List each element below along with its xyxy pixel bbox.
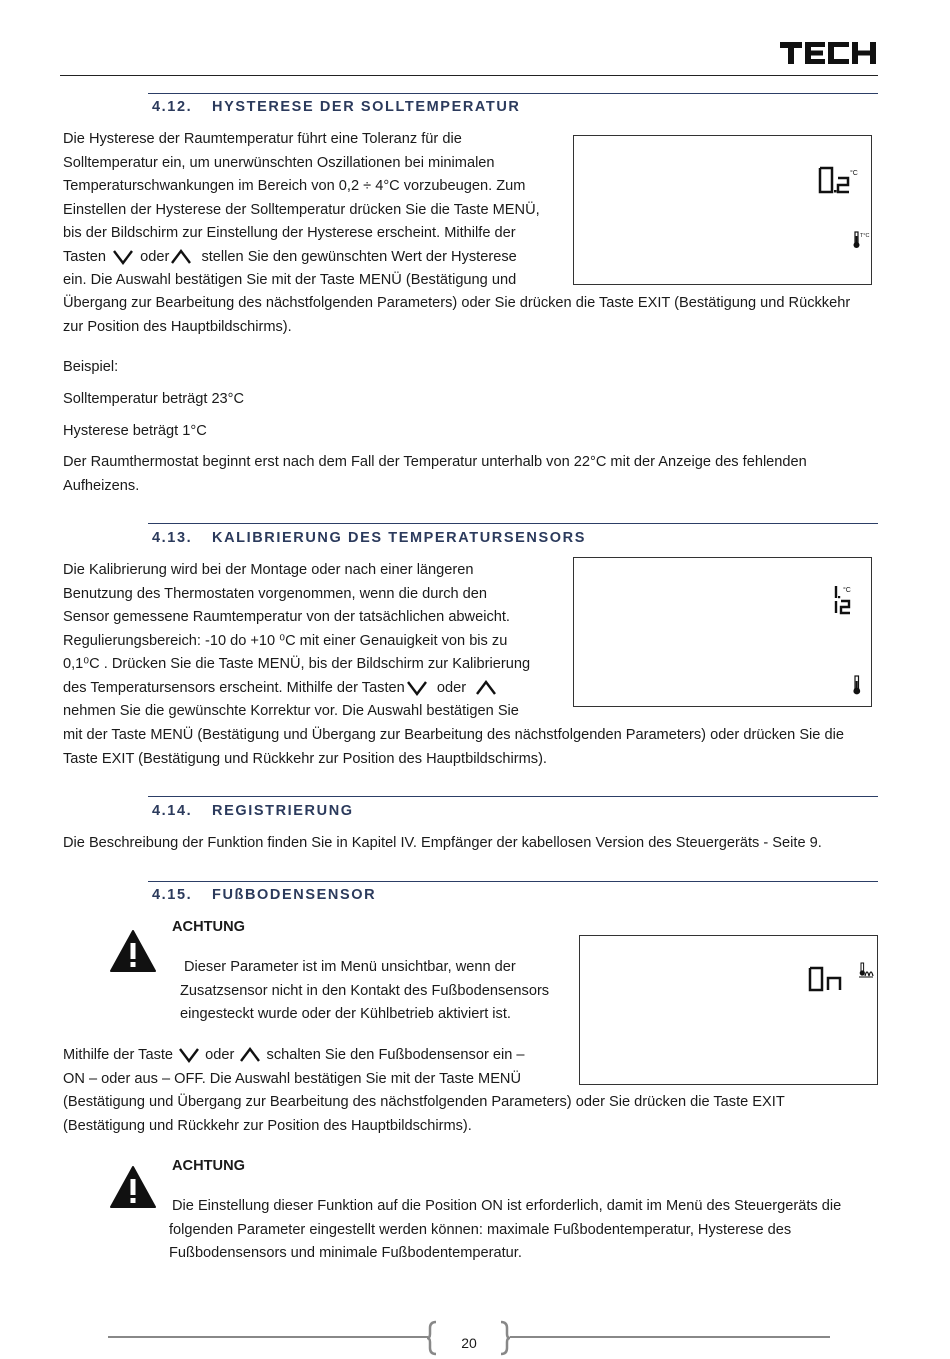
warning-icon — [109, 1165, 157, 1209]
section-rule — [148, 796, 878, 797]
example-setpoint: Solltemperatur beträgt 23°C — [63, 391, 245, 407]
text-line: Solltemperatur ein, um unerwünschten Oszillationen bei minimalen — [63, 154, 495, 171]
footer-brace-right — [498, 1320, 512, 1356]
thermometer-icon — [851, 674, 863, 696]
text-line: Die Einstellung dieser Funktion auf die Position ON ist erforderlich, damit im Menü des Steuergeräts die — [172, 1198, 842, 1214]
text-line: 0,1⁰C . Drücken Sie die Taste MENÜ, bis der Bildschirm zur Kalibrierung — [63, 656, 531, 672]
svg-text:°C: °C — [850, 170, 858, 177]
hysteresis-paragraph-cont — [63, 292, 875, 339]
page-number: 20 — [461, 1335, 477, 1351]
text-line: Zusatzsensor nicht in den Kontakt des Fußbodensensors — [180, 982, 550, 999]
calibration-paragraph — [63, 559, 548, 724]
lcd-segment-digits — [818, 166, 858, 196]
floor-sensor-paragraph-cont — [63, 1091, 875, 1138]
section-rule — [148, 881, 878, 882]
text-line: Die Kalibrierung wird bei der Montage oder nach einer längeren — [63, 562, 474, 578]
text-line: (Bestätigung und Übergang zur Bearbeitung des nächstfolgenden Parameters) oder Sie drücken die Taste EXIT — [63, 1094, 785, 1110]
lcd-segment-digits — [829, 584, 859, 616]
text-line: Der Raumthermostat beginnt erst nach dem Fall der Temperatur unterhalb von 22°C mit der Anzeige des fehlenden — [63, 454, 807, 470]
text-line: Aufheizens. — [63, 477, 140, 494]
text-line: Übergang zur Bearbeitung des nächstfolgenden Parameters) oder Sie drücken die Taste EXIT (Bestätigung und Rückkehr — [63, 295, 851, 311]
section-number: 4.13. — [152, 530, 193, 546]
chevron-down-icon — [405, 679, 429, 697]
text-line: zur Position des Hauptbildschirms). — [63, 318, 292, 335]
section-heading-4-14 — [152, 803, 354, 819]
text-line: Dieser Parameter ist im Menü unsichtbar, wenn der — [184, 959, 516, 975]
text-line: (Bestätigung und Rückkehr zur Position des Hauptbildschirms). — [63, 1117, 472, 1134]
section-title: REGISTRIERUNG — [212, 803, 354, 819]
example-hysteresis: Hysterese beträgt 1°C — [63, 423, 207, 439]
floor-sensor-paragraph — [63, 1044, 553, 1091]
footer-rule-left — [108, 1336, 428, 1338]
example-explanation — [63, 451, 875, 498]
text-fragment: stellen Sie den gewünschten Wert der Hysterese — [201, 248, 517, 265]
warning-text — [180, 956, 556, 1027]
text-line: Regulierungsbereich: -10 do +10 ⁰C mit einer Genauigkeit von bis zu — [63, 632, 508, 649]
text-fragment: oder — [436, 679, 467, 696]
tech-logo — [780, 42, 876, 64]
section-number: 4.15. — [152, 887, 193, 903]
chevron-up-icon — [238, 1046, 262, 1064]
section-number: 4.12. — [152, 99, 193, 115]
section-title: KALIBRIERUNG DES TEMPERATURSENSORS — [212, 530, 586, 546]
text-line — [63, 1044, 553, 1068]
text-fragment: oder — [205, 1047, 235, 1063]
warning-title: ACHTUNG — [172, 1158, 245, 1174]
text-fragment: schalten Sie den Fußbodensensor ein – — [266, 1047, 525, 1063]
lcd-display-calibration — [573, 557, 872, 707]
calibration-paragraph-cont — [63, 724, 875, 771]
thermometer-hysteresis-icon — [852, 230, 870, 250]
text-line: Einstellen der Hysterese der Solltemperatur drücken Sie die Taste MENÜ, — [63, 201, 540, 218]
chevron-up-icon — [474, 679, 498, 697]
warning-text — [169, 1195, 875, 1266]
chevron-down-icon — [110, 248, 136, 266]
text-fragment: des Temperatursensors erscheint. Mithilfe der Tasten — [63, 679, 405, 696]
text-line: nehmen Sie die gewünschte Korrektur vor. Die Auswahl bestätigen Sie — [63, 703, 519, 719]
warning-icon — [109, 929, 157, 973]
text-line: mit der Taste MENÜ (Bestätigung und Übergang zur Bearbeitung des nächstfolgenden Parameters) oder drücken Sie die — [63, 727, 844, 743]
text-line: Temperaturschwankungen im Bereich von 0,2 ÷ 4°C vorzubeugen. Zum — [63, 178, 526, 194]
registration-text: Die Beschreibung der Funktion finden Sie in Kapitel IV. Empfänger der kabellosen Version des Steuergeräts - Seite 9. — [63, 835, 822, 851]
section-rule — [148, 93, 878, 94]
text-line: Fußbodensensors und minimale Fußbodentemperatur. — [169, 1245, 522, 1261]
section-heading-4-13 — [152, 530, 586, 546]
text-fragment: Mithilfe der Taste — [63, 1047, 174, 1063]
svg-text:T°C: T°C — [860, 233, 870, 239]
text-line: Die Hysterese der Raumtemperatur führt eine Toleranz für die — [63, 131, 462, 147]
lcd-display-hysteresis — [573, 135, 872, 285]
text-line: ON – oder aus – OFF. Die Auswahl bestätigen Sie mit der Taste MENÜ — [63, 1070, 522, 1087]
text-fragment: oder — [140, 248, 170, 265]
text-line: folgenden Parameter eingestellt werden können: maximale Fußbodentemperatur, Hysterese des — [169, 1221, 792, 1238]
section-heading-4-12 — [152, 99, 521, 115]
text-line: bis der Bildschirm zur Einstellung der Hysterese erscheint. Mithilfe der — [63, 225, 516, 241]
floor-heating-icon — [858, 962, 874, 978]
header-rule — [60, 75, 878, 76]
lcd-display-floor-sensor — [579, 935, 878, 1085]
text-line: Taste EXIT (Bestätigung und Rückkehr zur Position des Hauptbildschirms). — [63, 750, 547, 767]
section-title: HYSTERESE DER SOLLTEMPERATUR — [212, 99, 521, 115]
warning-title: ACHTUNG — [172, 919, 245, 935]
text-line: ein. Die Auswahl bestätigen Sie mit der Taste MENÜ (Bestätigung und — [63, 272, 517, 288]
text-line — [63, 677, 548, 701]
chevron-up-icon — [169, 248, 193, 266]
section-title: FUßBODENSENSOR — [212, 887, 377, 903]
text-line: eingesteckt wurde oder der Kühlbetrieb aktiviert ist. — [180, 1006, 511, 1022]
example-label: Beispiel: — [63, 359, 119, 375]
svg-text:°C: °C — [843, 587, 851, 594]
footer-brace-left — [425, 1320, 439, 1356]
text-line: Benutzung des Thermostaten vorgenommen, wenn die durch den — [63, 585, 488, 602]
section-rule — [148, 523, 878, 524]
section-number: 4.14. — [152, 803, 193, 819]
text-fragment: Tasten — [63, 248, 106, 265]
section-heading-4-15 — [152, 887, 376, 903]
chevron-down-icon — [177, 1046, 201, 1064]
hysteresis-paragraph — [63, 128, 548, 293]
footer-rule-right — [510, 1336, 830, 1338]
text-line: Sensor gemessene Raumtemperatur von der tatsächlichen abweicht. — [63, 609, 510, 625]
text-line — [63, 246, 548, 270]
lcd-segment-digits — [808, 966, 846, 992]
